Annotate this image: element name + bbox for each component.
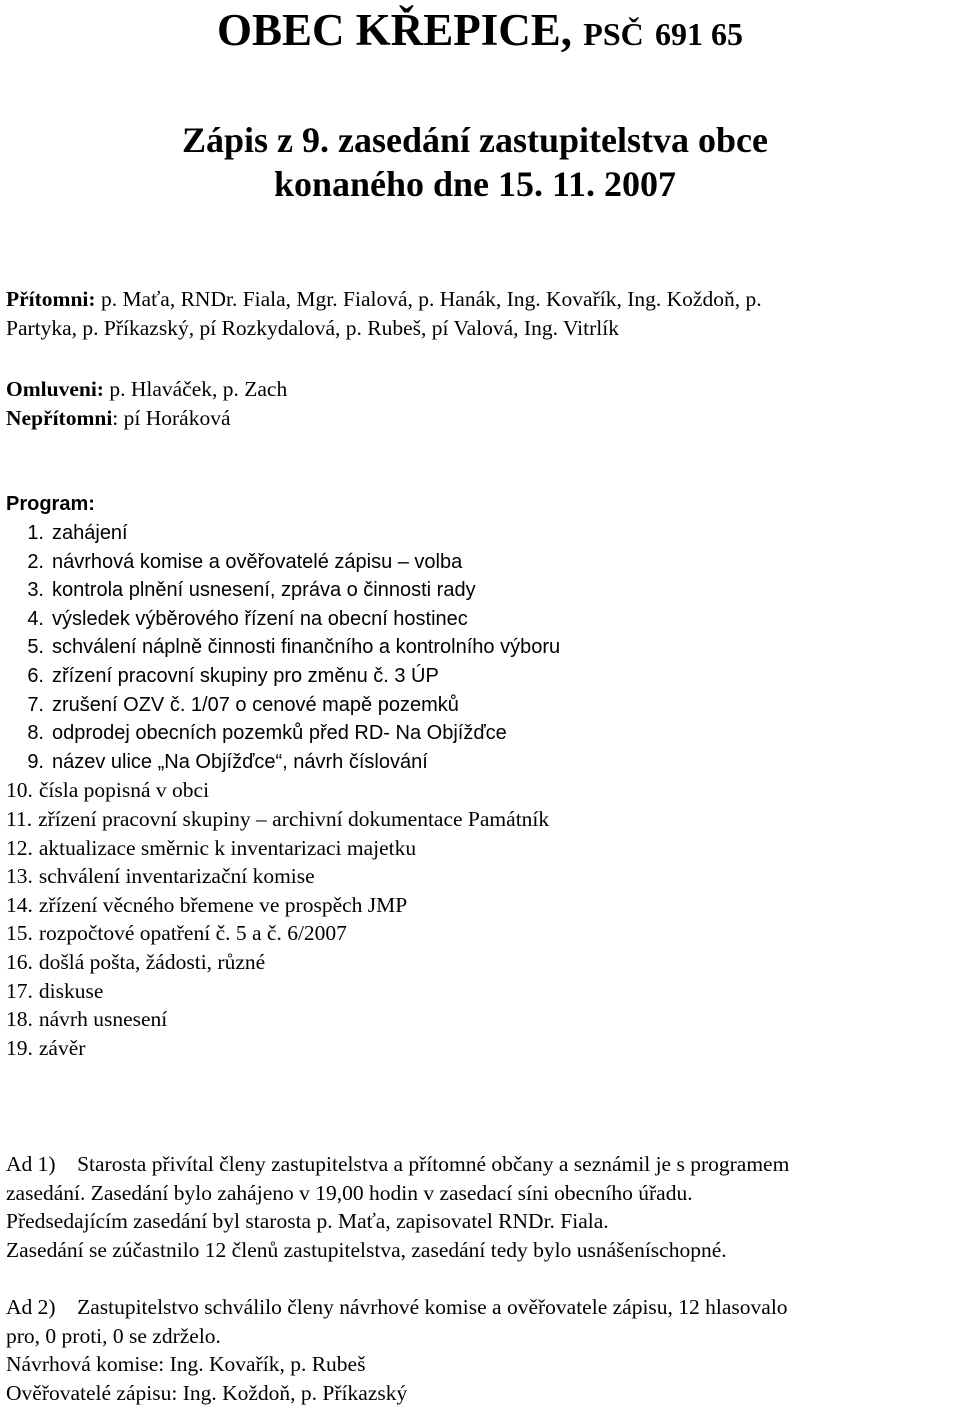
program-item-text: návrh usnesení [38,1007,168,1032]
program-item-text: závěr [38,1035,86,1060]
program-item-text: název ulice „Na Objížďce“, návrh číslování [52,750,428,773]
absent-value: : pí Horáková [112,405,231,430]
program-item-text: rozpočtové opatření č. 5 a č. 6/2007 [38,921,347,946]
program-item-number: 7. [27,693,44,716]
program-item-number: 10. [6,778,33,803]
municipality-name: OBEC KŘEPICE, [216,5,573,55]
ad1-label: Ad 1) [6,1152,56,1176]
program-item-number: 4. [27,607,44,630]
program-item-text: schválení inventarizační komise [38,864,315,889]
program-item-number: 2. [27,550,44,573]
program-item-number: 8. [27,722,44,745]
municipality-header [0,4,960,60]
program-item-text: došlá pošta, žádosti, různé [38,949,266,974]
psc-label: PSČ [583,16,644,52]
present-label: Přítomni: [6,287,96,311]
program-item-text: zrušení OZV č. 1/07 o cenové mapě pozemků [52,693,459,716]
program-label: Program: [6,493,95,515]
program-item [6,633,906,662]
program-item-text: kontrola plnění usnesení, zpráva o činnosti rady [52,579,476,602]
program-item [6,662,906,691]
program-list [6,519,906,1062]
document-title-line1: Zápis z 9. zasedání zastupitelstva obce [181,120,768,160]
program-item-text: odprodej obecních pozemků před RD- Na Objížďce [52,722,507,745]
program-item [6,776,906,805]
ad2-line2: pro, 0 proti, 0 se zdrželo. [6,1323,221,1348]
program-item [6,1034,906,1063]
excused-value: p. Hlaváček, p. Zach [109,377,288,401]
ad2-section [6,1293,950,1408]
program-item [6,948,906,977]
excused-section [6,375,950,432]
program-item [6,1005,906,1034]
program-item-number: 3. [27,579,44,602]
program-item-text: zřízení věcného břemene ve prospěch JMP [38,892,408,917]
program-item [6,548,906,577]
ad1-line4: Zasedání se zúčastnilo 12 členů zastupitelstva, zasedání tedy bylo usnášeníschopné. [6,1238,727,1263]
program-item-number: 18. [6,1007,33,1032]
program-item [6,719,906,748]
program-item-text: čísla popisná v obci [38,778,210,803]
program-item-text: schválení náplně činnosti finančního a kontrolního výboru [52,636,561,659]
program-item-number: 1. [27,522,44,544]
ad2-label: Ad 2) [6,1295,56,1319]
absent-label: Nepřítomni [6,405,113,430]
program-item-number: 19. [6,1035,33,1060]
program-item [6,862,906,891]
document-title-line2: konaného dne 15. 11. 2007 [273,164,677,204]
program-item-number: 17. [6,978,33,1003]
program-item-text: zřízení pracovní skupiny – archivní dokumentace Památník [38,806,550,831]
ad1-line1: Starosta přivítal členy zastupitelstva a přítomné občany a seznámil je s programem [77,1152,790,1176]
program-item [6,748,906,777]
ad1-line3: Předsedajícím zasedání byl starosta p. Maťa, zapisovatel RNDr. Fiala. [6,1209,609,1234]
program-item-text: návrhová komise a ověřovatelé zápisu – volba [52,550,463,573]
program-item-number: 6. [27,664,44,687]
program-item-number: 16. [6,949,33,974]
program-item-text: diskuse [38,978,104,1003]
program-item-number: 15. [6,921,33,946]
program-item [6,919,906,948]
present-line1: p. Maťa, RNDr. Fiala, Mgr. Fialová, p. Hanák, Ing. Kovařík, Ing. Koždoň, p. [100,287,762,311]
ad2-line3: Návrhová komise: Ing. Kovařík, p. Rubeš [6,1352,366,1377]
present-section [6,285,950,342]
excused-label: Omluveni: [6,377,104,401]
program-item [6,576,906,605]
program-item-number: 11. [6,806,33,831]
program-item-number: 9. [27,750,44,773]
ad2-line4: Ověřovatelé zápisu: Ing. Koždoň, p. Příkazský [6,1381,408,1406]
program-item [6,834,906,863]
program-item [6,605,906,634]
program-item-number: 14. [6,892,33,917]
zip-code: 691 65 [655,16,743,52]
present-line2: Partyka, p. Příkazský, pí Rozkydalová, p. Rubeš, pí Valová, Ing. Vitrlík [6,315,619,340]
ad2-line1: Zastupitelstvo schválilo členy návrhové komise a ověřovatele zápisu, 12 hlasovalo [77,1295,788,1319]
program-item [6,691,906,720]
ad1-line2: zasedání. Zasedání bylo zahájeno v 19,00 hodin v zasedací síni obecního úřadu. [6,1180,693,1205]
program-item [6,977,906,1006]
program-item-text: výsledek výběrového řízení na obecní hostinec [52,607,468,630]
program-item-text: zahájení [52,522,128,544]
program-item [6,891,906,920]
program-item [6,519,906,548]
program-item-number: 12. [6,835,33,860]
program-item-number: 5. [27,636,44,659]
program-item-text: zřízení pracovní skupiny pro změnu č. 3 ÚP [52,664,439,687]
program-item-text: aktualizace směrnic k inventarizaci majetku [38,835,417,860]
program-item-number: 13. [6,864,33,889]
ad1-section [6,1150,950,1265]
document-title [0,118,950,206]
program-item [6,805,906,834]
